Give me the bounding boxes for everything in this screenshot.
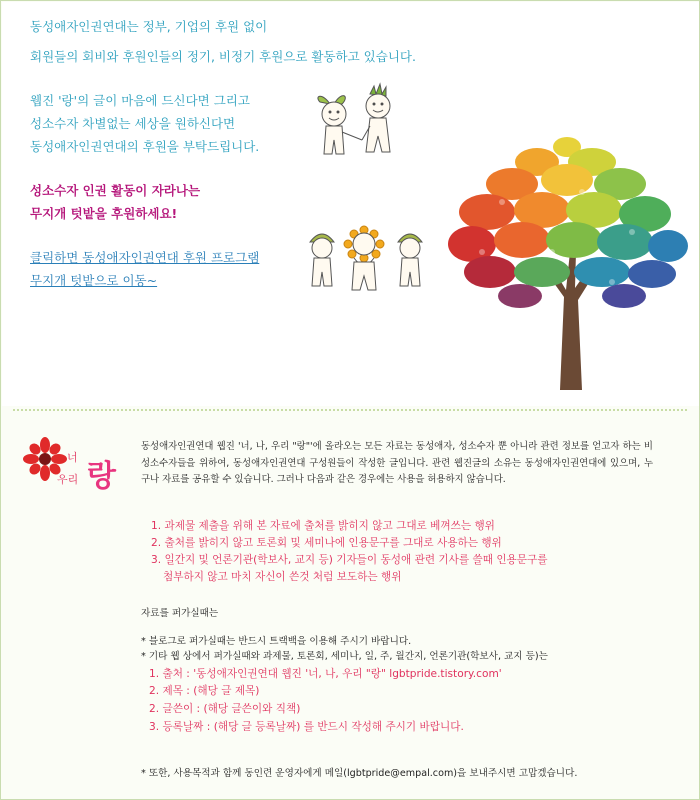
support-link-line-1[interactable]: 클릭하면 동성애자인권연대 후원 프로그램: [30, 250, 260, 265]
intro-line-2: 회원들의 회비와 후원인들의 정기, 비정기 후원으로 활동하고 있습니다.: [30, 49, 416, 64]
intro-line-1: 동성애자인권연대는 정부, 기업의 후원 없이: [30, 19, 268, 34]
rule-other-uses: * 기타 웹 상에서 퍼가실때와 과제물, 토론회, 세미나, 일, 주, 월간지, 언론기관(학보사, 교지 등)는: [141, 651, 548, 662]
cta-line-2: 무지개 텃밭을 후원하세요!: [30, 206, 178, 221]
support-link-line-2[interactable]: 무지개 텃밭으로 이동~: [30, 273, 158, 288]
support-banner: [2, 2, 699, 406]
credit-item: 3. 등록날짜 : (해당 글 등록날짜) 를 반드시 작성해 주시기 바랍니다.: [149, 721, 464, 733]
logo-word-uri: 우리: [57, 473, 79, 486]
cta-line-1: 성소수자 인권 활동이 자라나는: [30, 183, 201, 198]
prohibition-list: [151, 518, 671, 586]
intro-line-5: 동성애자인권연대의 후원을 부탁드립니다.: [30, 139, 260, 154]
credit-item: 2. 글쓴이 : (해당 글쓴이와 직책): [149, 703, 301, 715]
intro-line-3: 웹진 '랑'의 글이 마음에 드신다면 그리고: [30, 93, 250, 108]
section-divider: [13, 409, 687, 411]
prohibition-item: 1. 과제물 제출을 위해 본 자료에 출처를 밝히지 않고 그대로 베껴쓰는 행위: [151, 520, 495, 532]
prohibition-item: 3. 일간지 및 언론기관(학보사, 교지 등) 기자들이 동성애 관련 기사를 쓸때 인용문구를: [151, 554, 548, 566]
credit-item: 2. 제목 : (해당 글 제목): [149, 685, 260, 697]
footer-note: * 또한, 사용목적과 함께 동인련 운영자에게 메일(lgbtpride@empal.com)을 보내주시면 고맙겠습니다.: [141, 768, 578, 779]
sprout-people-top-illustration: [302, 82, 422, 172]
sprout-people-bottom-illustration: [302, 224, 432, 304]
logo-word-rang: 랑: [87, 459, 116, 494]
prohibition-item-continued: 첨부하지 않고 마치 자신이 쓴것 처럼 보도하는 행위: [163, 571, 402, 583]
logo-word-neo: 너: [67, 451, 78, 464]
rainbow-tree-illustration: [442, 122, 692, 390]
notice-paragraph: 동성애자인권연대 웹진 '너, 나, 우리 "랑"'에 올라오는 모든 자료는 동성애자, 성소수자 뿐 아니라 관련 정보를 얻고자 하는 비성소수자들을 위하여, 동성애자인권연대 구성원들이 작성한 글입니다. 관련 웹진글의 소유는 동성애자인권연대에 있으며, 누구나 자료를 공유할 수 있습니다. 그러나 다음과 같은 경우에는 사용을 허용하지 않습니다.: [141, 441, 653, 485]
rule-blog-trackback: * 블로그로 퍼가실때는 반드시 트랙백을 이용해 주시기 바랍니다.: [141, 636, 412, 647]
intro-line-4: 성소수자 차별없는 세상을 원하신다면: [30, 116, 236, 131]
prohibition-item: 2. 출처를 밝히지 않고 토론회 및 세미나에 인용문구를 그대로 사용하는 행위: [151, 537, 502, 549]
when-taking-label: 자료를 퍼가실때는: [141, 608, 219, 619]
credit-item: 1. 출처 : '동성애자인권연대 웹진 '너, 나, 우리 "랑" lgbtpride.tistory.com': [149, 668, 502, 680]
